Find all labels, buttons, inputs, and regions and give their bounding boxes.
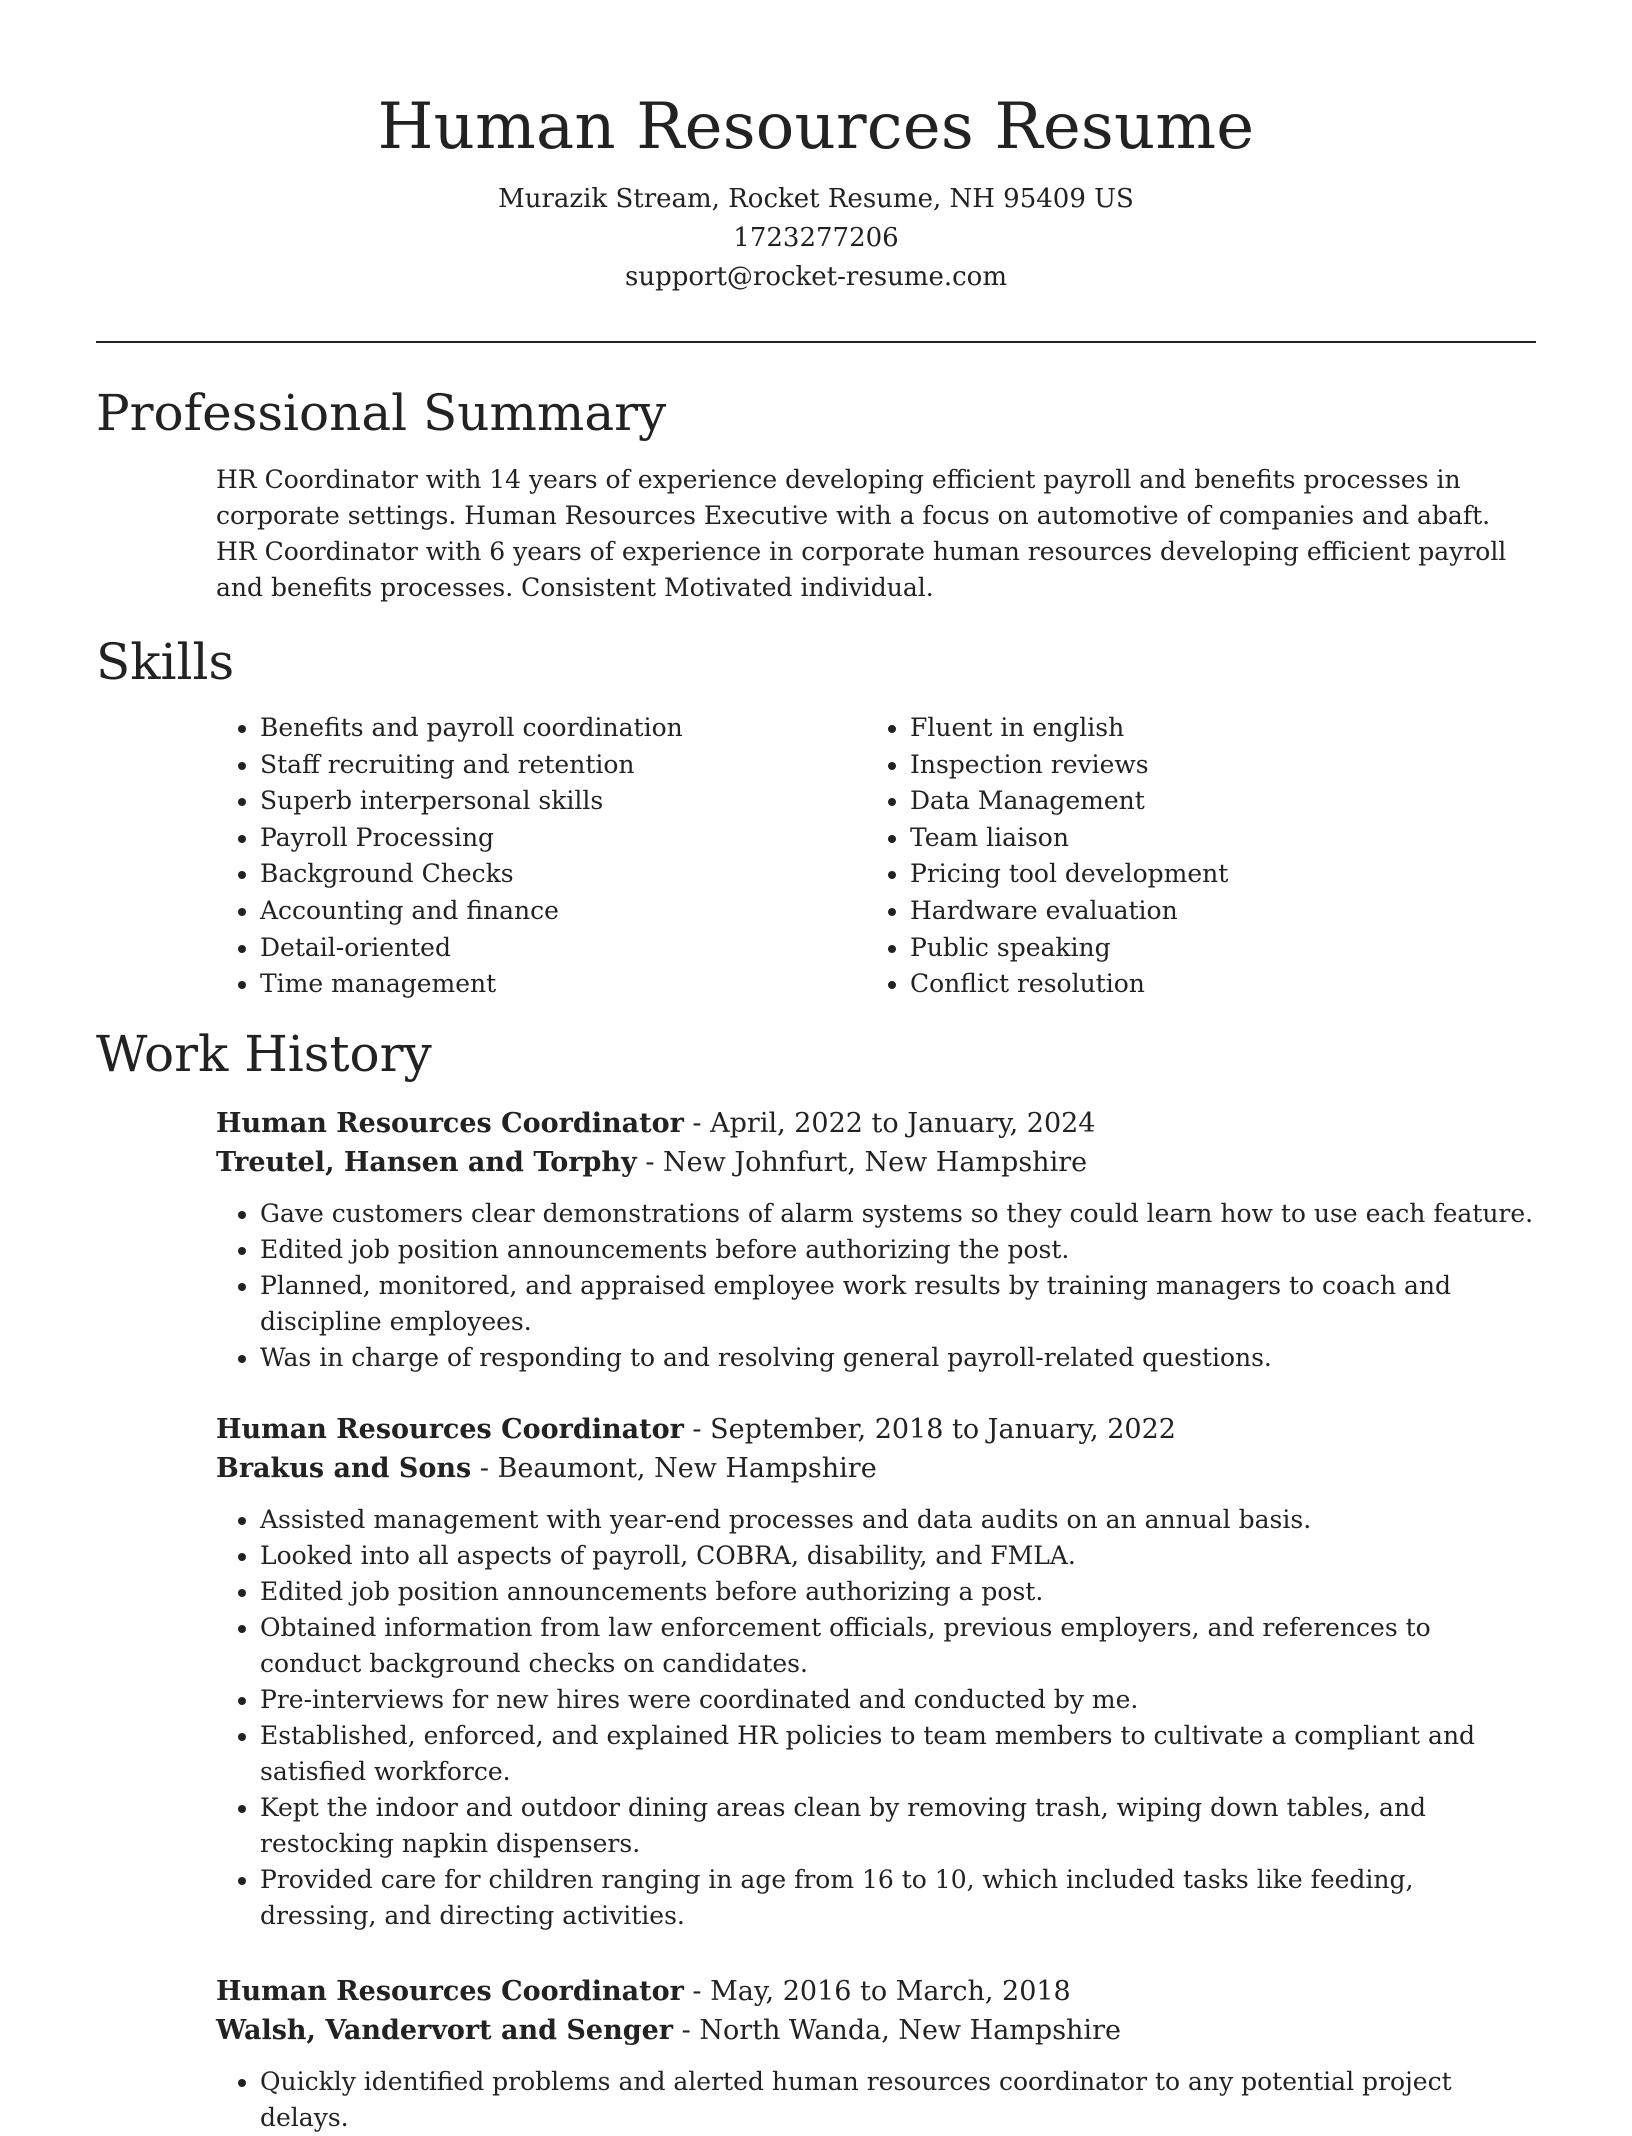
job-company: Brakus and Sons (216, 1453, 472, 1484)
job-title: Human Resources Coordinator (216, 1976, 684, 2007)
section-title-summary: Professional Summary (96, 384, 667, 442)
job-entry (216, 1972, 1536, 2136)
skill-item: • Inspection reviews (910, 747, 1516, 784)
job-duty: • Looked into all aspects of payroll, COBRA, disability, and FMLA. (260, 1538, 1536, 1574)
header-divider (96, 341, 1536, 343)
job-duty: • Planned, monitored, and appraised employee work results by training managers to coach and discipline employees. (260, 1268, 1536, 1340)
job-duties (216, 1196, 1536, 1376)
job-dates: - April, 2022 to January, 2024 (683, 1108, 1096, 1139)
job-location: - New Johnfurt, New Hampshire (636, 1147, 1088, 1178)
skill-item: • Data Management (910, 783, 1516, 820)
job-duties (216, 1502, 1536, 1934)
job-title-line (216, 1410, 1536, 1449)
skill-item: • Fluent in english (910, 710, 1516, 747)
job-duty: • Edited job position announcements before authorizing the post. (260, 1232, 1536, 1268)
job-duty: • Edited job position announcements before authorizing a post. (260, 1574, 1536, 1610)
summary-text: HR Coordinator with 14 years of experience developing efficient payroll and benefits processes in corporate settings. Human Resources Executive with a focus on automotive of companies and abaft. HR Coordinator with 6 years of experience in corporate human resources developing efficient payroll and benefits processes. Consistent Motivated individual. (216, 465, 1507, 602)
job-duty: • Gave customers clear demonstrations of alarm systems so they could learn how to use each feature. (260, 1196, 1536, 1232)
job-company: Walsh, Vandervort and Senger (216, 2015, 674, 2046)
job-duty: • Pre-interviews for new hires were coordinated and conducted by me. (260, 1682, 1536, 1718)
job-company: Treutel, Hansen and Torphy (216, 1147, 637, 1178)
job-title-line (216, 1104, 1536, 1143)
job-location: - Beaumont, New Hampshire (471, 1453, 877, 1484)
resume-header (96, 82, 1536, 297)
job-duty: • Established, enforced, and explained HR policies to team members to cultivate a compliant and satisfied workforce. (260, 1718, 1536, 1790)
skill-item: • Payroll Processing (260, 820, 866, 857)
skills-list (216, 710, 1536, 1003)
skill-item: • Hardware evaluation (910, 893, 1516, 930)
contact-email: support@rocket-resume.com (624, 262, 1007, 292)
job-dates: - May, 2016 to March, 2018 (683, 1976, 1071, 2007)
job-duty: • Assisted management with year-end processes and data audits on an annual basis. (260, 1502, 1536, 1538)
skill-item: • Public speaking (910, 930, 1516, 967)
job-title: Human Resources Coordinator (216, 1414, 684, 1445)
job-duty: • Obtained information from law enforcement officials, previous employers, and references to conduct background checks on candidates. (260, 1610, 1536, 1682)
section-title-skills: Skills (96, 633, 235, 691)
job-duty: • Was in charge of responding to and resolving general payroll-related questions. (260, 1340, 1536, 1376)
job-company-line (216, 1449, 1536, 1488)
skill-item: • Detail-oriented (260, 930, 866, 967)
skill-item: • Superb interpersonal skills (260, 783, 866, 820)
skills-column-left (216, 710, 866, 1003)
job-company-line (216, 2011, 1536, 2050)
job-title: Human Resources Coordinator (216, 1108, 684, 1139)
skill-item: • Pricing tool development (910, 856, 1516, 893)
job-company-line (216, 1143, 1536, 1182)
skill-item: • Staff recruiting and retention (260, 747, 866, 784)
job-entry (216, 1410, 1536, 1934)
skill-item: • Accounting and finance (260, 893, 866, 930)
job-title-line (216, 1972, 1536, 2011)
job-duty: • Provided care for children ranging in age from 16 to 10, which included tasks like feeding, dressing, and directing activities. (260, 1862, 1536, 1934)
skill-item: • Benefits and payroll coordination (260, 710, 866, 747)
job-duty: • Quickly identified problems and alerted human resources coordinator to any potential project delays. (260, 2064, 1536, 2136)
job-dates: - September, 2018 to January, 2022 (683, 1414, 1176, 1445)
skills-column-right (866, 710, 1516, 1003)
job-entry (216, 1104, 1536, 1376)
resume-title: Human Resources Resume (377, 90, 1255, 164)
section-title-work-history: Work History (96, 1025, 432, 1083)
job-duty: • Kept the indoor and outdoor dining areas clean by removing trash, wiping down tables, and restocking napkin dispensers. (260, 1790, 1536, 1862)
skill-item: • Team liaison (910, 820, 1516, 857)
skill-item: • Background Checks (260, 856, 866, 893)
job-location: - North Wanda, New Hampshire (673, 2015, 1121, 2046)
skill-item: • Conflict resolution (910, 966, 1516, 1003)
job-duties (216, 2064, 1536, 2136)
skill-item: • Time management (260, 966, 866, 1003)
contact-phone: 1723277206 (733, 223, 899, 253)
contact-address: Murazik Stream, Rocket Resume, NH 95409 US (498, 184, 1134, 214)
